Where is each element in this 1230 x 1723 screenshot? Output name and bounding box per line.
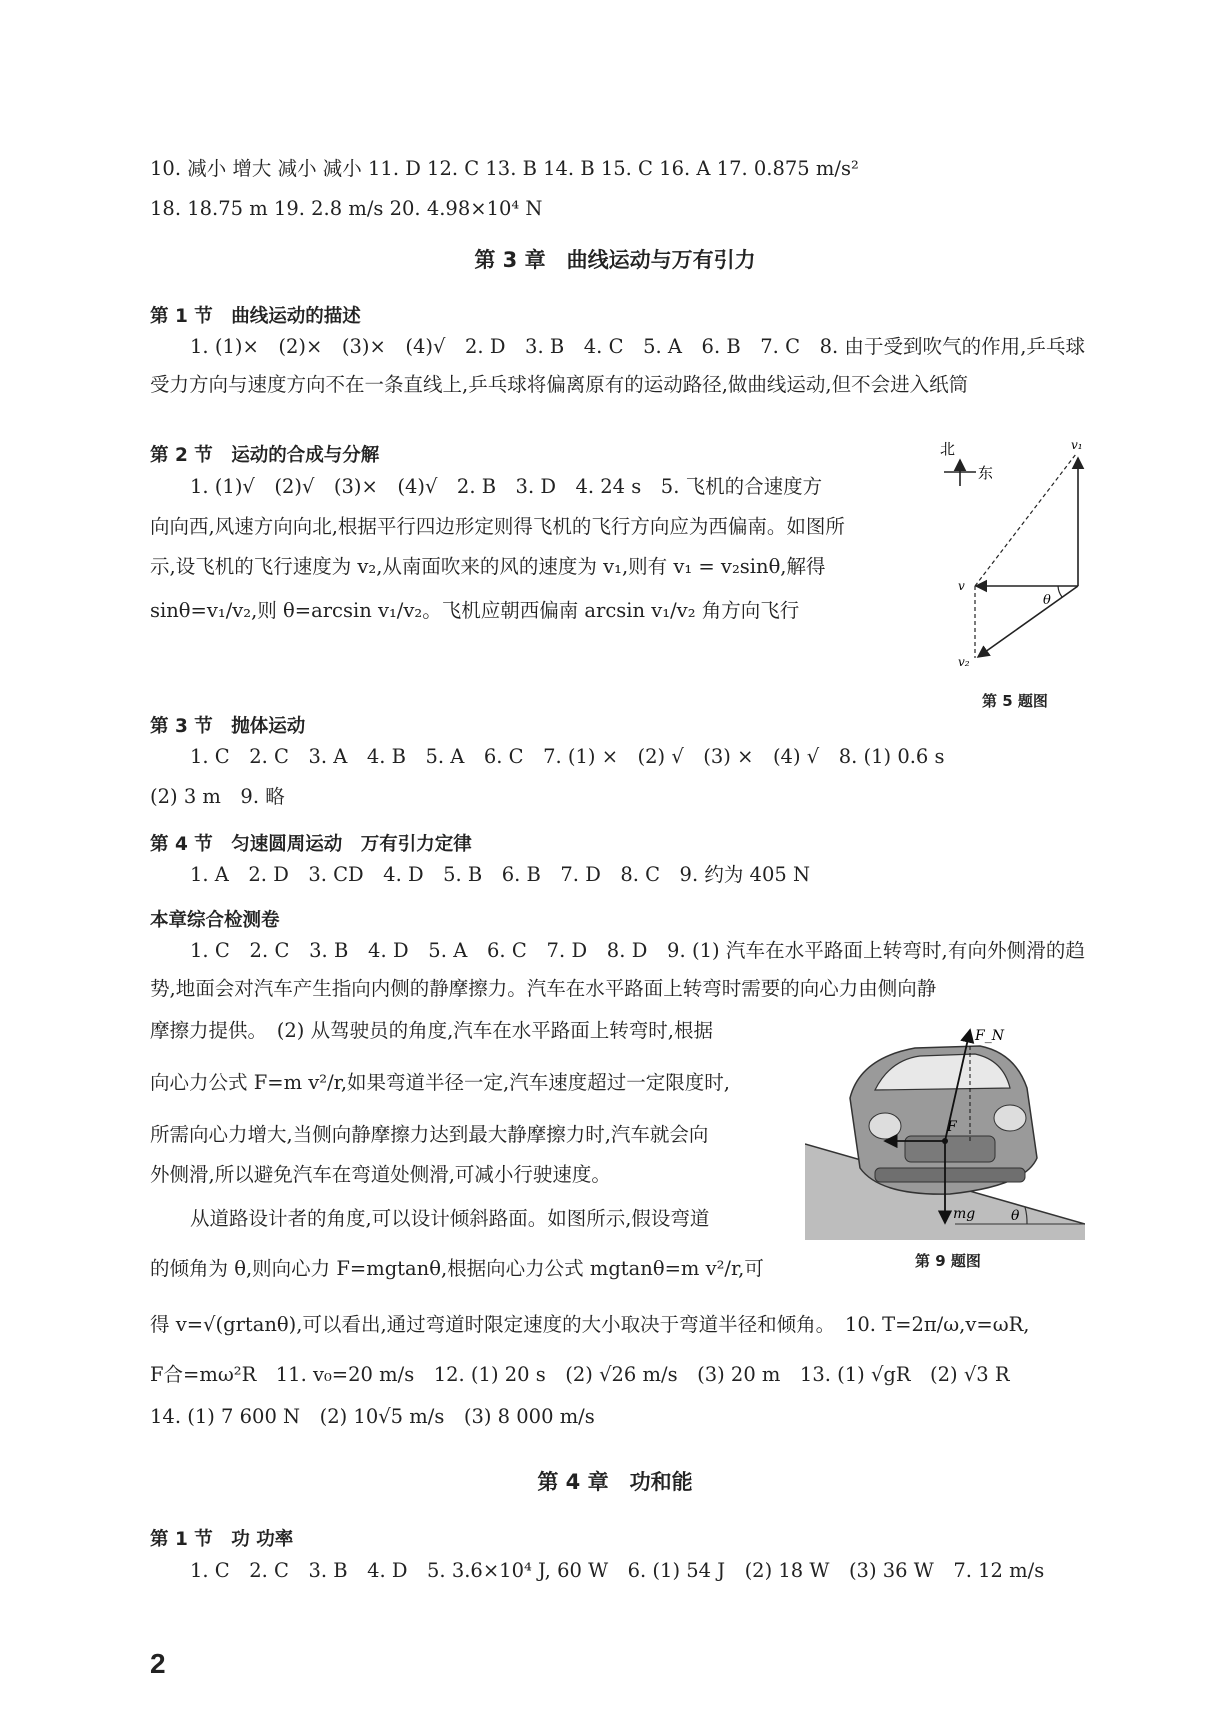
- section-3-line-2: (2) 3 m 9. 略: [150, 785, 285, 808]
- north-label: 北: [940, 440, 956, 458]
- theta-arc: [1058, 586, 1062, 597]
- mg-label: mg: [953, 1206, 976, 1222]
- review-para-1: 1. C 2. C 3. B 4. D 5. A 6. C 7. D 8. D 9. (1) 汽车在水平路面上转弯时,有向外侧滑的趋势,地面会对汽车产生指向内侧的静摩擦力。汽车在水平路面上转弯时需要的向心力由侧向静: [150, 939, 1085, 1000]
- page-number: 2: [150, 1648, 166, 1679]
- ch4-section-1-line-1: 1. C 2. C 3. B 4. D 5. 3.6×10⁴ J, 60 W 6. (1) 54 J (2) 18 W (3) 36 W 7. 12 m/s: [190, 1559, 1045, 1582]
- review-line-4: 向心力公式 F=m v²/r,如果弯道半径一定,汽车速度超过一定限度时,: [150, 1071, 730, 1094]
- east-label: 东: [978, 464, 994, 482]
- figure-5-velocity-diagram: [930, 436, 1090, 688]
- review-line-6: 外侧滑,所以避免汽车在弯道处侧滑,可减小行驶速度。: [150, 1163, 611, 1186]
- answer-line-top-1: 10. 减小 增大 减小 减小 11. D 12. C 13. B 14. B 15. C 16. A 17. 0.875 m/s²: [150, 157, 859, 180]
- theta-label-2: θ: [1011, 1208, 1020, 1224]
- review-line-5: 所需向心力增大,当侧向静摩擦力达到最大静摩擦力时,汽车就会向: [150, 1123, 709, 1146]
- section-2-line-3: 示,设飞机的飞行速度为 v₂,从南面吹来的风的速度为 v₁,则有 v₁ = v₂sinθ,解得: [150, 555, 826, 578]
- fn-label: F_N: [975, 1028, 1004, 1044]
- car-icon: [850, 1046, 1037, 1194]
- section-4-heading: 第 4 节 匀速圆周运动 万有引力定律: [150, 834, 472, 855]
- figure-9-car-on-banked-road: [805, 1018, 1085, 1240]
- ch4-section-1-heading: 第 1 节 功 功率: [150, 1529, 294, 1550]
- f-label: F: [947, 1119, 957, 1135]
- center-of-mass: [942, 1138, 948, 1144]
- figure-9-caption: 第 9 题图: [915, 1252, 981, 1270]
- chapter-4-title: 第 4 章 功和能: [537, 1470, 693, 1494]
- review-line-8: 的倾角为 θ,则向心力 F=mgtanθ,根据向心力公式 mgtanθ=m v²/r,可: [150, 1257, 764, 1280]
- answer-line-top-2: 18. 18.75 m 19. 2.8 m/s 20. 4.98×10⁴ N: [150, 197, 543, 220]
- section-2-line-1: 1. (1)√ (2)√ (3)× (4)√ 2. B 3. D 4. 24 s 5. 飞机的合速度方: [190, 475, 823, 498]
- section-1-heading: 第 1 节 曲线运动的描述: [150, 306, 361, 327]
- v-label: v: [958, 579, 965, 593]
- v2-arrow: [978, 586, 1078, 657]
- v2-label: v₂: [958, 655, 970, 669]
- theta-label: θ: [1043, 593, 1051, 608]
- review-line-11: 14. (1) 7 600 N (2) 10√5 m/s (3) 8 000 m/s: [150, 1405, 595, 1428]
- review-line-7: 从道路设计者的角度,可以设计倾斜路面。如图所示,假设弯道: [190, 1207, 710, 1230]
- v1-label: v₁: [1071, 438, 1083, 452]
- figure-5-caption: 第 5 题图: [982, 692, 1048, 710]
- review-line-10: F合=mω²R 11. v₀=20 m/s 12. (1) 20 s (2) √26 m/s (3) 20 m 13. (1) √gR (2) √3 R: [150, 1363, 1010, 1386]
- review-line-3: 摩擦力提供。 (2) 从驾驶员的角度,汽车在水平路面上转弯时,根据: [150, 1019, 713, 1042]
- section-3-heading: 第 3 节 抛体运动: [150, 716, 306, 737]
- section-2-line-4: sinθ=v₁/v₂,则 θ=arcsin v₁/v₂。飞机应朝西偏南 arcsin v₁/v₂ 角方向飞行: [150, 599, 800, 622]
- chapter-3-title: 第 3 章 曲线运动与万有引力: [474, 248, 756, 272]
- section-1-answers: 1. (1)× (2)× (3)× (4)√ 2. D 3. B 4. C 5. A 6. B 7. C 8. 由于受到吹气的作用,乒乓球受力方向与速度方向不在一条直线上,乒乓球将偏离原有的运动路径,做曲线运动,但不会进入纸筒: [150, 335, 1085, 396]
- section-3-line-1: 1. C 2. C 3. A 4. B 5. A 6. C 7. (1) × (2) √ (3) × (4) √ 8. (1) 0.6 s: [190, 745, 945, 768]
- section-4-line-1: 1. A 2. D 3. CD 4. D 5. B 6. B 7. D 8. C 9. 约为 405 N: [190, 863, 811, 886]
- review-heading: 本章综合检测卷: [150, 910, 280, 931]
- review-line-9: 得 v=√(grtanθ),可以看出,通过弯道时限定速度的大小取决于弯道半径和倾角。 10. T=2π/ω,v=ωR,: [150, 1313, 1030, 1336]
- section-2-heading: 第 2 节 运动的合成与分解: [150, 445, 380, 466]
- section-2-line-2: 向向西,风速方向向北,根据平行四边形定则得飞机的飞行方向应为西偏南。如图所: [150, 515, 845, 538]
